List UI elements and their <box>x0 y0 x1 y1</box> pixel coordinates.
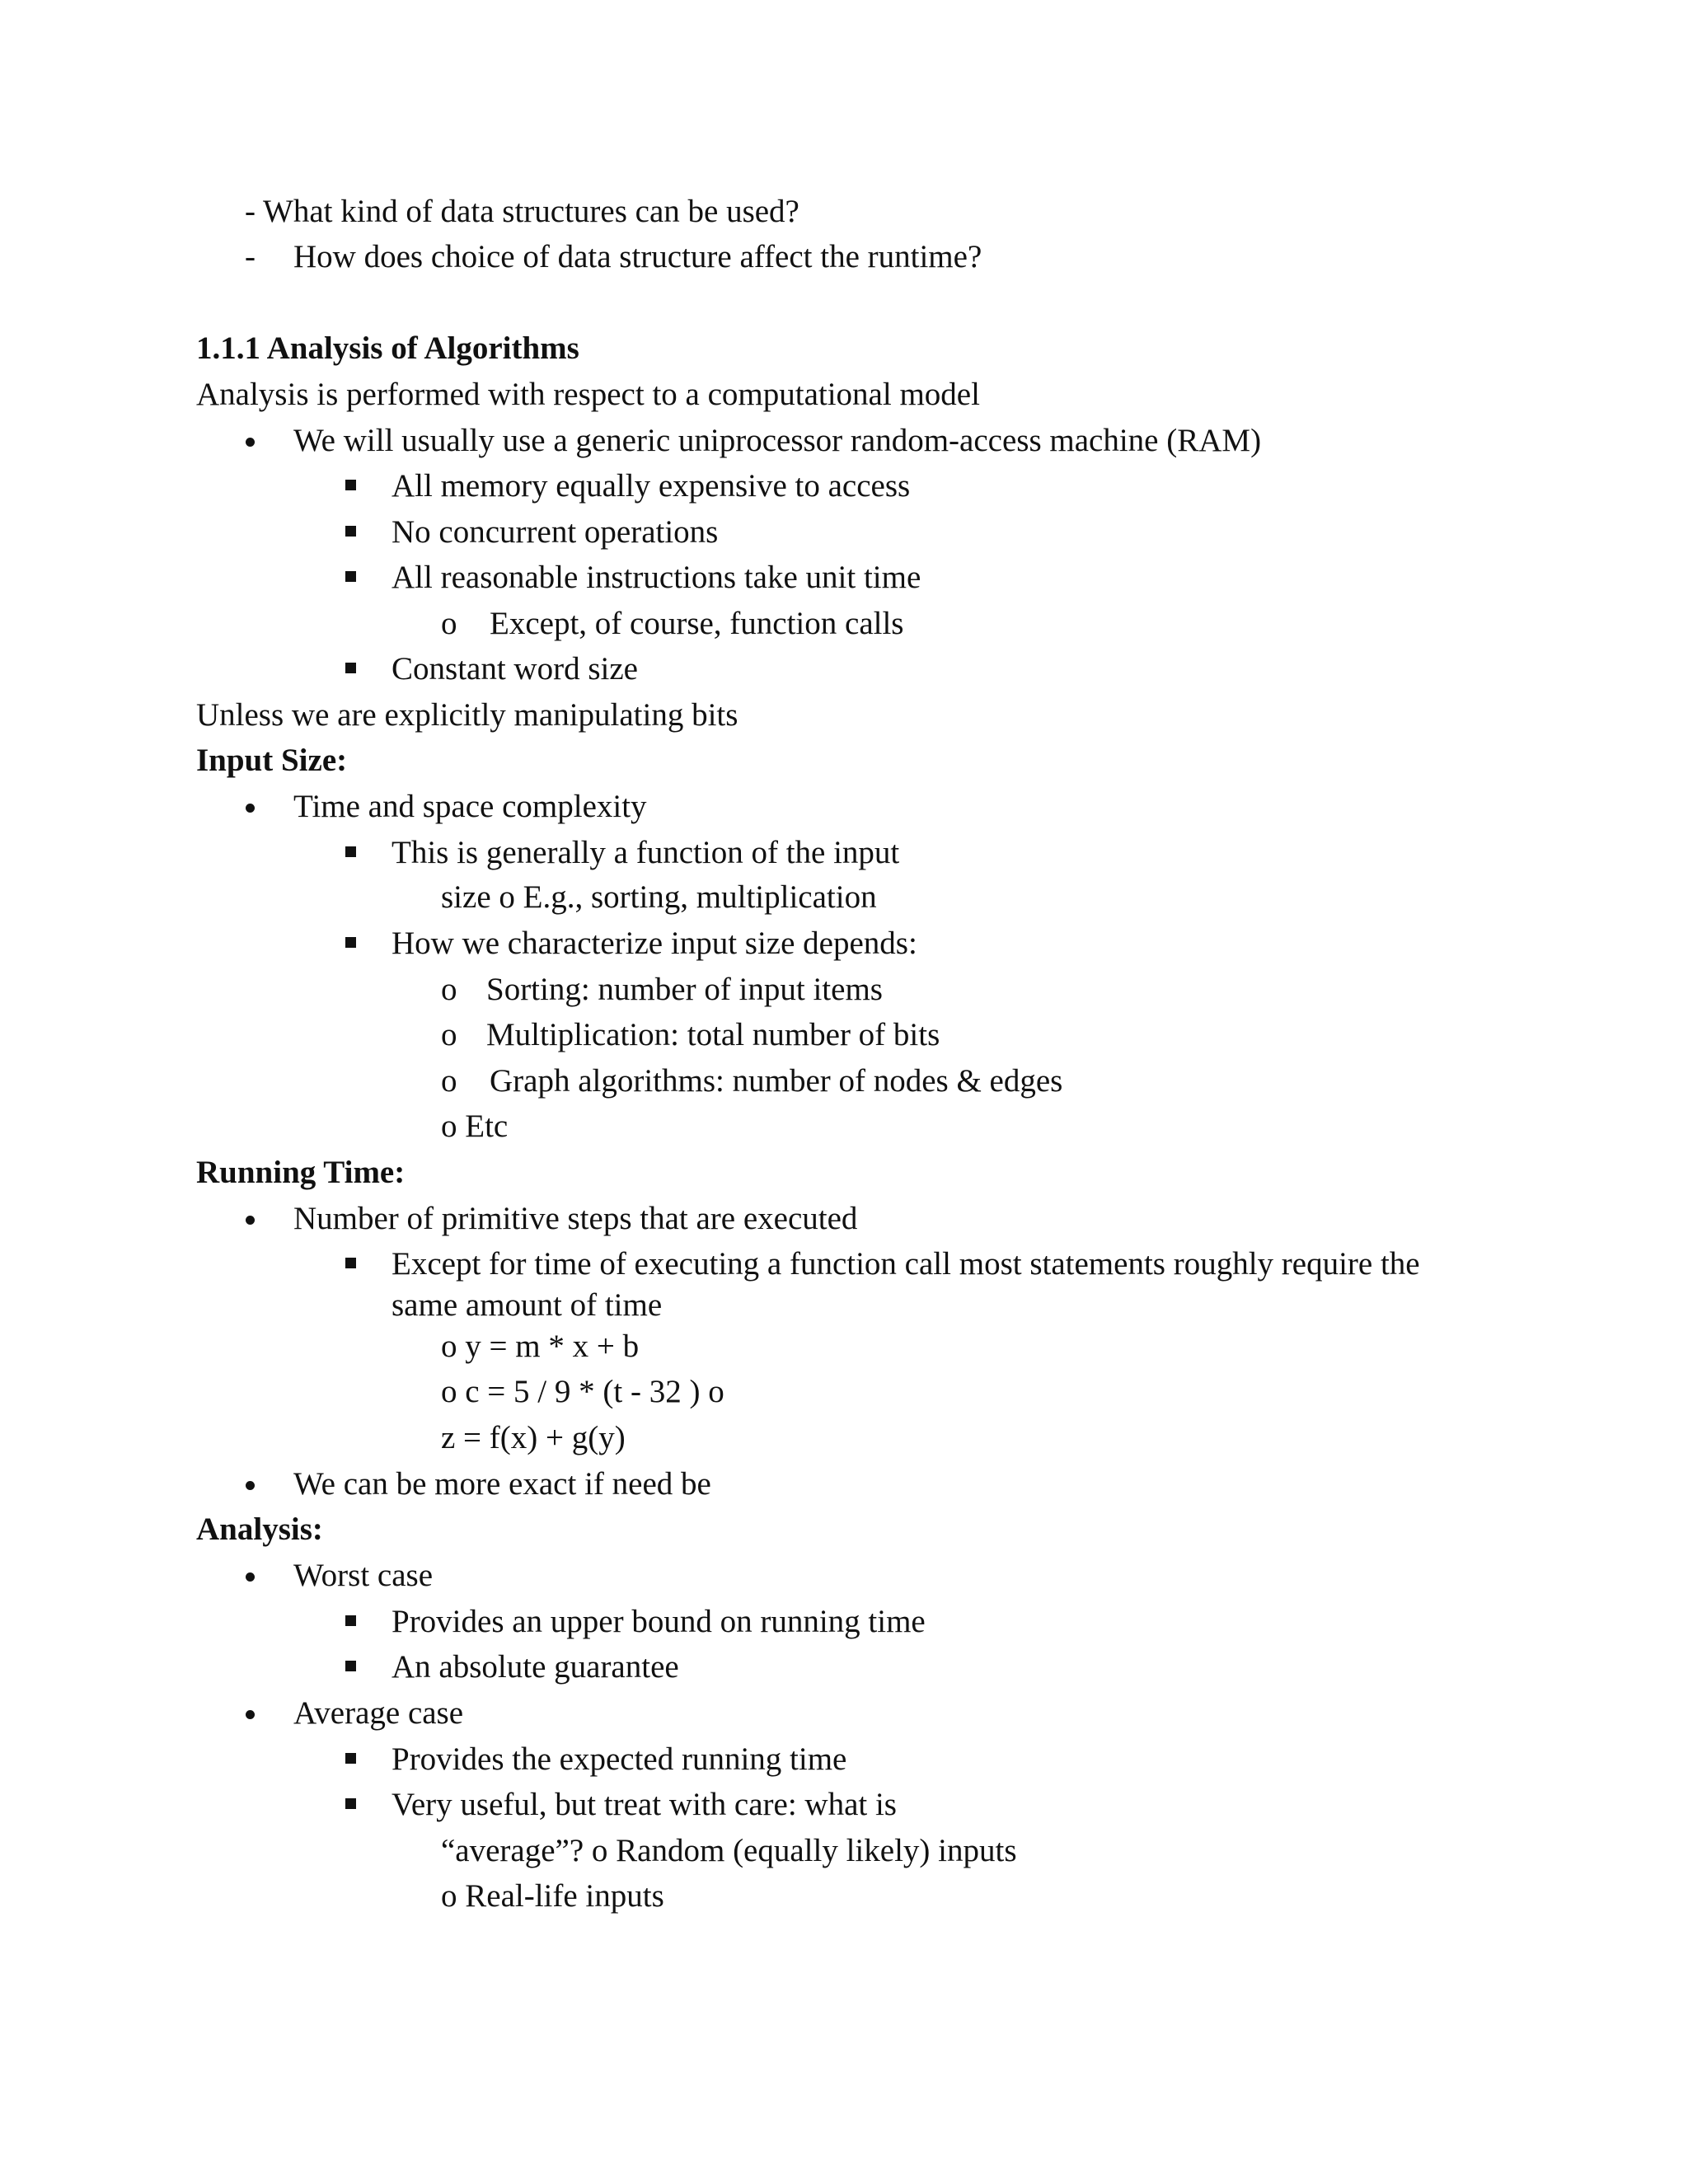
sub-bullet-item: How we characterize input size depends: <box>392 926 917 961</box>
sub-bullet-item: All reasonable instructions take unit time <box>392 560 921 595</box>
sub-sub-item: Graph algorithms: number of nodes & edges <box>490 1063 1063 1099</box>
formula-line: z = f(x) + g(y) <box>441 1420 626 1455</box>
dash-marker: - <box>245 239 256 274</box>
square-bullet-icon <box>345 1798 356 1809</box>
sub-bullet-item: Very useful, but treat with care: what is <box>392 1787 897 1822</box>
sub-bullet-item: Provides an upper bound on running time <box>392 1604 926 1639</box>
bullet-dot-icon <box>246 804 255 813</box>
sub-bullet-item: This is generally a function of the input <box>392 835 900 870</box>
formula-line: o y = m * x + b <box>441 1329 640 1364</box>
bullet-dot-icon <box>246 1710 255 1719</box>
sub-bullet-item: Provides the expected running time <box>392 1741 847 1777</box>
sub-bullet-item: Constant word size <box>392 651 638 687</box>
circle-marker: o <box>441 1017 457 1052</box>
sub-sub-item: Except, of course, function calls <box>490 606 904 641</box>
sub-bullet-item: Except for time of executing a function call most statements roughly require the <box>392 1246 1420 1282</box>
section-heading: 1.1.1 Analysis of Algorithms <box>196 330 579 366</box>
sub-bullet-item: All memory equally expensive to access <box>392 468 911 504</box>
bullet-dot-icon <box>246 1216 255 1225</box>
circle-marker: o <box>441 1063 457 1099</box>
bullet-item: Number of primitive steps that are executed <box>293 1201 858 1236</box>
bullet-item: Worst case <box>293 1558 434 1593</box>
sub-bullet-continuation: size o E.g., sorting, multiplication <box>441 879 877 915</box>
square-bullet-icon <box>345 663 356 673</box>
square-bullet-icon <box>345 526 356 537</box>
sub-sub-item: Sorting: number of input items <box>486 972 883 1007</box>
circle-marker: o <box>441 606 457 641</box>
circle-marker: o <box>441 972 457 1007</box>
question-line-2: How does choice of data structure affect the runtime? <box>293 239 982 274</box>
bullet-item: We will usually use a generic uniprocessor random-access machine (RAM) <box>293 423 1262 458</box>
subheading-analysis: Analysis: <box>196 1511 323 1547</box>
paragraph-line: Analysis is performed with respect to a computational model <box>196 377 980 412</box>
square-bullet-icon <box>345 571 356 582</box>
square-bullet-icon <box>345 937 356 948</box>
bullet-item: Time and space complexity <box>293 789 647 824</box>
subheading-input-size: Input Size: <box>196 743 348 778</box>
sub-bullet-item: An absolute guarantee <box>392 1649 679 1685</box>
formula-line: o c = 5 / 9 * (t - 32 ) o <box>441 1374 724 1409</box>
sub-bullet-continuation: same amount of time <box>392 1287 663 1323</box>
sub-bullet-item: No concurrent operations <box>392 514 719 550</box>
bullet-item: Average case <box>293 1695 464 1731</box>
square-bullet-icon <box>345 480 356 490</box>
bullet-dot-icon <box>246 1572 255 1582</box>
bullet-item: We can be more exact if need be <box>293 1466 711 1502</box>
sub-sub-item: Multiplication: total number of bits <box>486 1017 940 1052</box>
sub-sub-item: o Real-life inputs <box>441 1878 664 1914</box>
paragraph-line: Unless we are explicitly manipulating bits <box>196 697 738 733</box>
square-bullet-icon <box>345 846 356 857</box>
square-bullet-icon <box>345 1258 356 1268</box>
square-bullet-icon <box>345 1615 356 1626</box>
square-bullet-icon <box>345 1753 356 1764</box>
square-bullet-icon <box>345 1661 356 1671</box>
sub-bullet-continuation: “average”? o Random (equally likely) inputs <box>441 1833 1017 1868</box>
question-line-1: - What kind of data structures can be used? <box>245 194 799 229</box>
bullet-dot-icon <box>246 1481 255 1490</box>
subheading-running-time: Running Time: <box>196 1155 406 1190</box>
bullet-dot-icon <box>246 438 255 447</box>
sub-sub-item: o Etc <box>441 1108 509 1144</box>
